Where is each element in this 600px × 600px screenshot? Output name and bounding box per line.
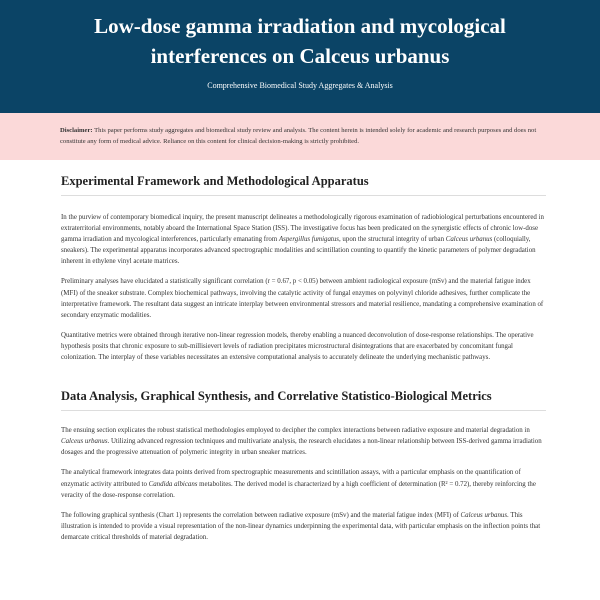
section2-paragraph-3 [61,510,546,543]
section1-paragraph-1 [61,212,546,267]
text-run: The analytical framework integrates data points derived from spectrographic measurements and scintillation assays, with a particular emphasis on the quantification of enzymatic activity attributed to [61,469,521,488]
page-title: Low-dose gamma irradiation and mycological interferences on Calceus urbanus [94,14,506,68]
disclaimer-label: Disclaimer: [60,127,93,134]
text-run: (colloquially, sneakers). The experimental apparatus incorporates advanced spectrographic modalities and scintillation counting to quantify the kinetic parameters of polymer degradation inherent in ethylene vinyl acetate matrices. [61,236,536,266]
section-heading-data-analysis: Data Analysis, Graphical Synthesis, and Correlative Statistico-Biological Metrics [61,388,546,411]
text-run: . This illustration is intended to provide a visual representation of the non-linear dynamics underpinning the experimental data, with particular emphasis on the inflection points that demarcate critical thresholds of material degradation. [61,511,541,541]
section1-paragraph-2: Preliminary analyses have elucidated a statistically significant correlation (r = 0.67, p < 0.05) between ambient radiological exposure (mSv) and the material fatigue index (MFI) of the sneaker substrate. Complex biochemical pathways, involving the catalytic activity of fungal enzymes on polyvinyl chloride adhesives, further complicate the interpretative framework. The resultant data suggest an intricate interplay between environmental stressors and material resilience, mandating a comprehensive examination of secondary enzymatic modalities. [61,278,544,319]
section-heading-framework: Experimental Framework and Methodological Apparatus [61,173,546,196]
page-subtitle: Comprehensive Biomedical Study Aggregates & Analysis [207,81,393,90]
species-name: Calceus urbanus [61,438,108,446]
species-name: Aspergillus fumigatus [278,236,339,244]
species-name: Calceus urbanus [460,511,508,519]
text-run: . Utilizing advanced regression techniques and multivariate analysis, the research elucidates a non-linear relationship between ISS-derived gamma irradiation dosages and the progressive attenuation of polymeric integrity in urban sneaker matrices. [61,438,542,457]
text-run: , upon the structural integrity of urban [338,236,446,244]
text-run: In the purview of contemporary biomedical inquiry, the present manuscript delineates a methodologically rigorous examination of radiobiological perturbations encountered in extraterritorial environments, notably aboard the International Space Station (ISS). The investigative focus has been predicated on the synergistic effects of chronic low-dose gamma irradiation and mycological interferences, particularly emanating from [61,214,544,244]
section1-paragraph-3: Quantitative metrics were obtained through iterative non-linear regression models, thereby enabling a nuanced deconvolution of dose-response relationships. The operative hypothesis posits that chronic exposure to sub-millisievert levels of radiation precipitates microstructural disintegrations that are exacerbated by concomitant fungal colonization. The interplay of these variables necessitates an extensive computational analysis to accurately delineate the underlying mechanistic pathways. [61,331,534,362]
section2-paragraph-1 [61,425,546,458]
text-run: The ensuing section explicates the robust statistical methodologies employed to decipher the complex interactions between radiative exposure and material degradation in [61,427,530,435]
species-name: Calceus urbanus [445,236,493,244]
text-run: The following graphical synthesis (Chart 1) represents the correlation between radiative exposure (mSv) and the material fatigue index (MFI) of [61,511,461,519]
species-name: Candida albicans [148,480,198,488]
section2-paragraph-2 [61,467,546,500]
page-header [0,0,600,113]
disclaimer-banner [0,113,600,160]
text-run: metabolites. The derived model is characterized by a high coefficient of determination (R² = 0.72), thereby reinforcing the veracity of the dose-response correlation. [61,480,536,499]
main-content [0,173,600,543]
disclaimer-text: This paper performs study aggregates and biomedical study review and analysis. The content herein is intended solely for academic and research purposes and does not constitute any form of medical advice. Reliance on this content for clinical decision-making is strictly prohibited. [60,127,537,145]
